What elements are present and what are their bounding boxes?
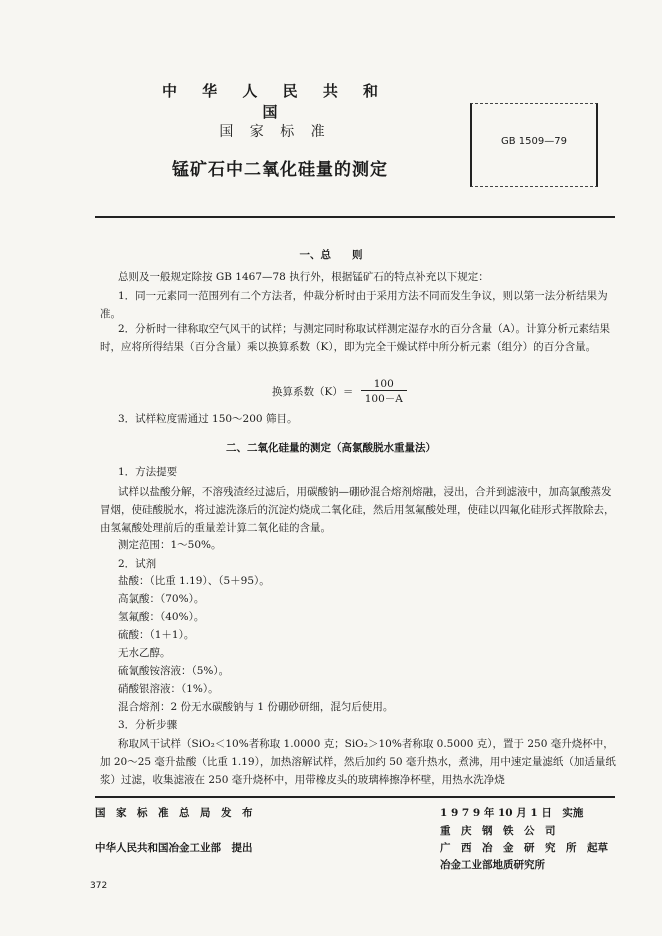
drafter-line: 重 庆 钢 铁 公 司 bbox=[440, 825, 556, 837]
method-summary-title: 1．方法提要 bbox=[118, 466, 178, 478]
measurement-range: 测定范围：1～50%。 bbox=[118, 539, 222, 551]
section1-item3: 3．试样粒度需通过 150～200 筛目。 bbox=[118, 413, 298, 425]
reagent-item: 硝酸银溶液：（1%）。 bbox=[118, 683, 219, 695]
top-divider bbox=[95, 216, 615, 218]
bottom-divider bbox=[95, 796, 615, 798]
method-summary-text: 试样以盐酸分解，不溶残渣经过滤后，用碳酸钠—硼砂混合熔剂熔融，浸出，合并到滤液中，加高氯酸蒸发冒烟，使硅酸脱水，将过滤洗涤后的沉淀灼烧成二氧化硅，然后用氢氟酸处理，使硅以四氟化硅形式挥散除去，由氢氟酸处理前后的重量差计算二氧化硅的含量。 bbox=[100, 486, 615, 534]
issuer-line: 国 家 标 准 总 局 发 布 bbox=[95, 807, 253, 819]
section1-heading: 一、总 则 bbox=[299, 249, 363, 261]
section1-intro: 总则及一般规定除按 GB 1467—78 执行外，根据锰矿石的特点补充以下规定： bbox=[118, 271, 489, 283]
conversion-formula bbox=[272, 378, 407, 406]
formula-numerator: 100 bbox=[361, 378, 407, 391]
formula-lhs: 换算系数（K）＝ bbox=[272, 386, 354, 398]
section1-item2: 2．分析时一律称取空气风干的试样；与测定同时称取试样测定湿存水的百分含量（A）。计算分析元素结果时，应将所得结果（百分含量）乘以换算系数（K），即为完全干燥试样中所分析元素（组分）的百分含量。 bbox=[100, 323, 611, 353]
reagent-item: 高氯酸：（70%）。 bbox=[118, 593, 205, 605]
country-heading: 中 华 人 民 共 和 国 bbox=[161, 82, 389, 121]
reagents-title: 2．试剂 bbox=[118, 558, 157, 570]
procedure-title: 3．分析步骤 bbox=[118, 719, 178, 731]
drafter-line: 冶金工业部地质研究所 bbox=[440, 859, 545, 871]
page-number: 372 bbox=[90, 881, 108, 891]
formula-denominator: 100－A bbox=[364, 393, 403, 405]
reagent-item: 硫酸：（1＋1）。 bbox=[118, 629, 195, 641]
standard-code-box bbox=[470, 103, 598, 187]
drafter-line: 广 西 冶 金 研 究 所 起草 bbox=[440, 842, 608, 854]
reagent-item: 盐酸：（比重 1.19）、（5＋95）。 bbox=[118, 575, 270, 587]
section2-heading: 二、二氧化硅量的测定（高氯酸脱水重量法） bbox=[226, 442, 436, 454]
proposer-line: 中华人民共和国冶金工业部 提出 bbox=[95, 842, 253, 854]
standard-type-heading: 国 家 标 准 bbox=[219, 124, 331, 140]
reagent-item: 硫氰酸铵溶液：（5%）。 bbox=[118, 665, 230, 677]
reagent-item: 无水乙醇。 bbox=[118, 647, 171, 659]
document-title: 锰矿石中二氧化硅量的测定 bbox=[172, 160, 388, 180]
reagent-item: 氢氟酸：（40%）。 bbox=[118, 611, 205, 623]
section1-item1: 1．同一元素同一范围列有二个方法者，仲裁分析时由于采用方法不同而发生争议，则以第一法分析结果为准。 bbox=[100, 290, 608, 320]
effective-date: 1 9 7 9 年 10 月 1 日 实施 bbox=[440, 807, 584, 819]
procedure-text: 称取风干试样（SiO₂＜10%者称取 1.0000 克；SiO₂＞10%者称取 0.5000 克），置于 250 毫升烧杯中，加 20～25 毫升盐酸（比重 1.19），加热溶解试样，然后加约 50 毫升热水，煮沸，用中速定量滤纸（加适量纸浆）过滤，收集滤液在 250 毫升烧杯中，用带橡皮头的玻璃棒擦净杯壁，用热水洗净烧 bbox=[100, 738, 616, 786]
reagent-item: 混合熔剂：2 份无水碳酸钠与 1 份硼砂研细，混匀后使用。 bbox=[118, 701, 394, 713]
standard-code: GB 1509—79 bbox=[501, 136, 567, 147]
